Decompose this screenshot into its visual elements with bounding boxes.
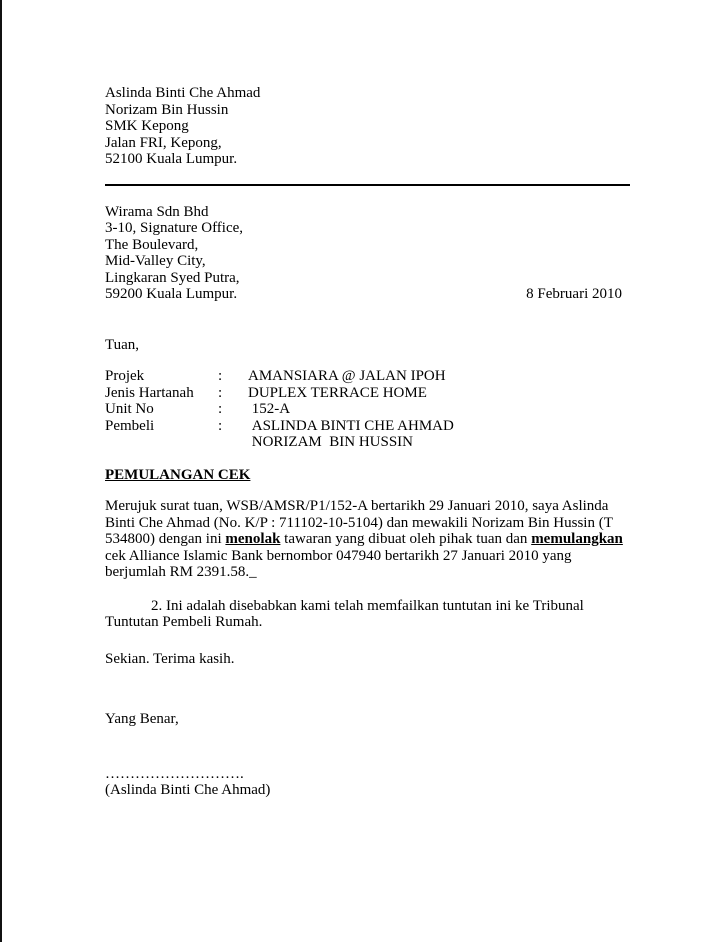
recipient-last-line	[105, 286, 630, 303]
sender-line: Jalan FRI, Kepong,	[105, 134, 222, 151]
letter-date: 8 Februari 2010	[526, 286, 622, 302]
detail-colon: :	[218, 401, 223, 417]
detail-row	[105, 401, 630, 418]
body-text: cek Alliance Islamic Bank bernombor 047940 bertarikh 27 Januari 2010 yang berjumlah RM 2391.58._	[105, 547, 572, 580]
detail-label: Projek	[105, 368, 145, 384]
detail-colon: :	[218, 417, 223, 434]
recipient-line: 3-10, Signature Office,	[105, 220, 244, 236]
sender-address	[105, 85, 630, 168]
emphasis-memulangkan: memulangkan	[531, 531, 623, 547]
closing-signoff: Yang Benar,	[105, 711, 179, 727]
detail-colon: :	[218, 384, 223, 401]
sender-line: Aslinda Binti Che Ahmad	[105, 85, 261, 101]
recipient-line: The Boulevard,	[105, 236, 199, 253]
sender-line: SMK Kepong	[105, 118, 189, 134]
detail-colon-empty	[218, 434, 248, 451]
detail-value: AMANSIARA @ JALAN IPOH	[248, 368, 446, 384]
recipient-line: Mid-Valley City,	[105, 253, 206, 269]
detail-row	[105, 418, 630, 435]
recipient-line: Wirama Sdn Bhd	[105, 203, 209, 220]
detail-row	[105, 368, 630, 385]
detail-value: ASLINDA BINTI CHE AHMAD	[248, 417, 454, 434]
recipient-line: Lingkaran Syed Putra,	[105, 269, 240, 286]
detail-label: Unit No	[105, 401, 154, 417]
body-text: tawaran yang dibuat oleh pihak tuan dan	[280, 531, 532, 547]
closing-thanks: Sekian. Terima kasih.	[105, 650, 235, 667]
subject-line: PEMULANGAN CEK	[105, 466, 251, 483]
project-details	[105, 368, 630, 451]
recipient-city: 59200 Kuala Lumpur.	[105, 286, 238, 302]
detail-label: Jenis Hartanah	[105, 384, 194, 401]
detail-colon: :	[218, 368, 223, 384]
detail-value: NORIZAM BIN HUSSIN	[248, 434, 414, 450]
detail-label-empty	[105, 434, 218, 451]
signature-dots: ……………………….	[105, 765, 244, 782]
paragraph-2: 2. Ini adalah disebabkan kami telah memfailkan tuntutan ini ke Tribunal Tuntutan Pembeli Rumah.	[105, 597, 584, 630]
detail-row-continuation	[105, 434, 630, 451]
signature-name: (Aslinda Binti Che Ahmad)	[105, 782, 271, 798]
recipient-address	[105, 204, 630, 303]
sender-line: Norizam Bin Hussin	[105, 101, 229, 118]
detail-label: Pembeli	[105, 417, 155, 434]
letter-content	[105, 85, 630, 799]
detail-row	[105, 385, 630, 402]
salutation: Tuan,	[105, 336, 140, 353]
emphasis-menolak: menolak	[225, 531, 281, 547]
body-paragraph	[105, 498, 630, 581]
divider-line	[105, 184, 630, 186]
body-text: Merujuk surat tuan, WSB/AMSR/P1/152-A bertarikh 29 Januari 2010, saya Aslinda Binti Che Ahmad (No. K/P : 711102-10-5104) dan mewakili Norizam Bin Hussin (T 534800) dengan ini	[105, 498, 613, 547]
sender-line: 52100 Kuala Lumpur.	[105, 151, 238, 167]
detail-value: 152-A	[248, 401, 291, 417]
detail-value: DUPLEX TERRACE HOME	[248, 384, 427, 401]
